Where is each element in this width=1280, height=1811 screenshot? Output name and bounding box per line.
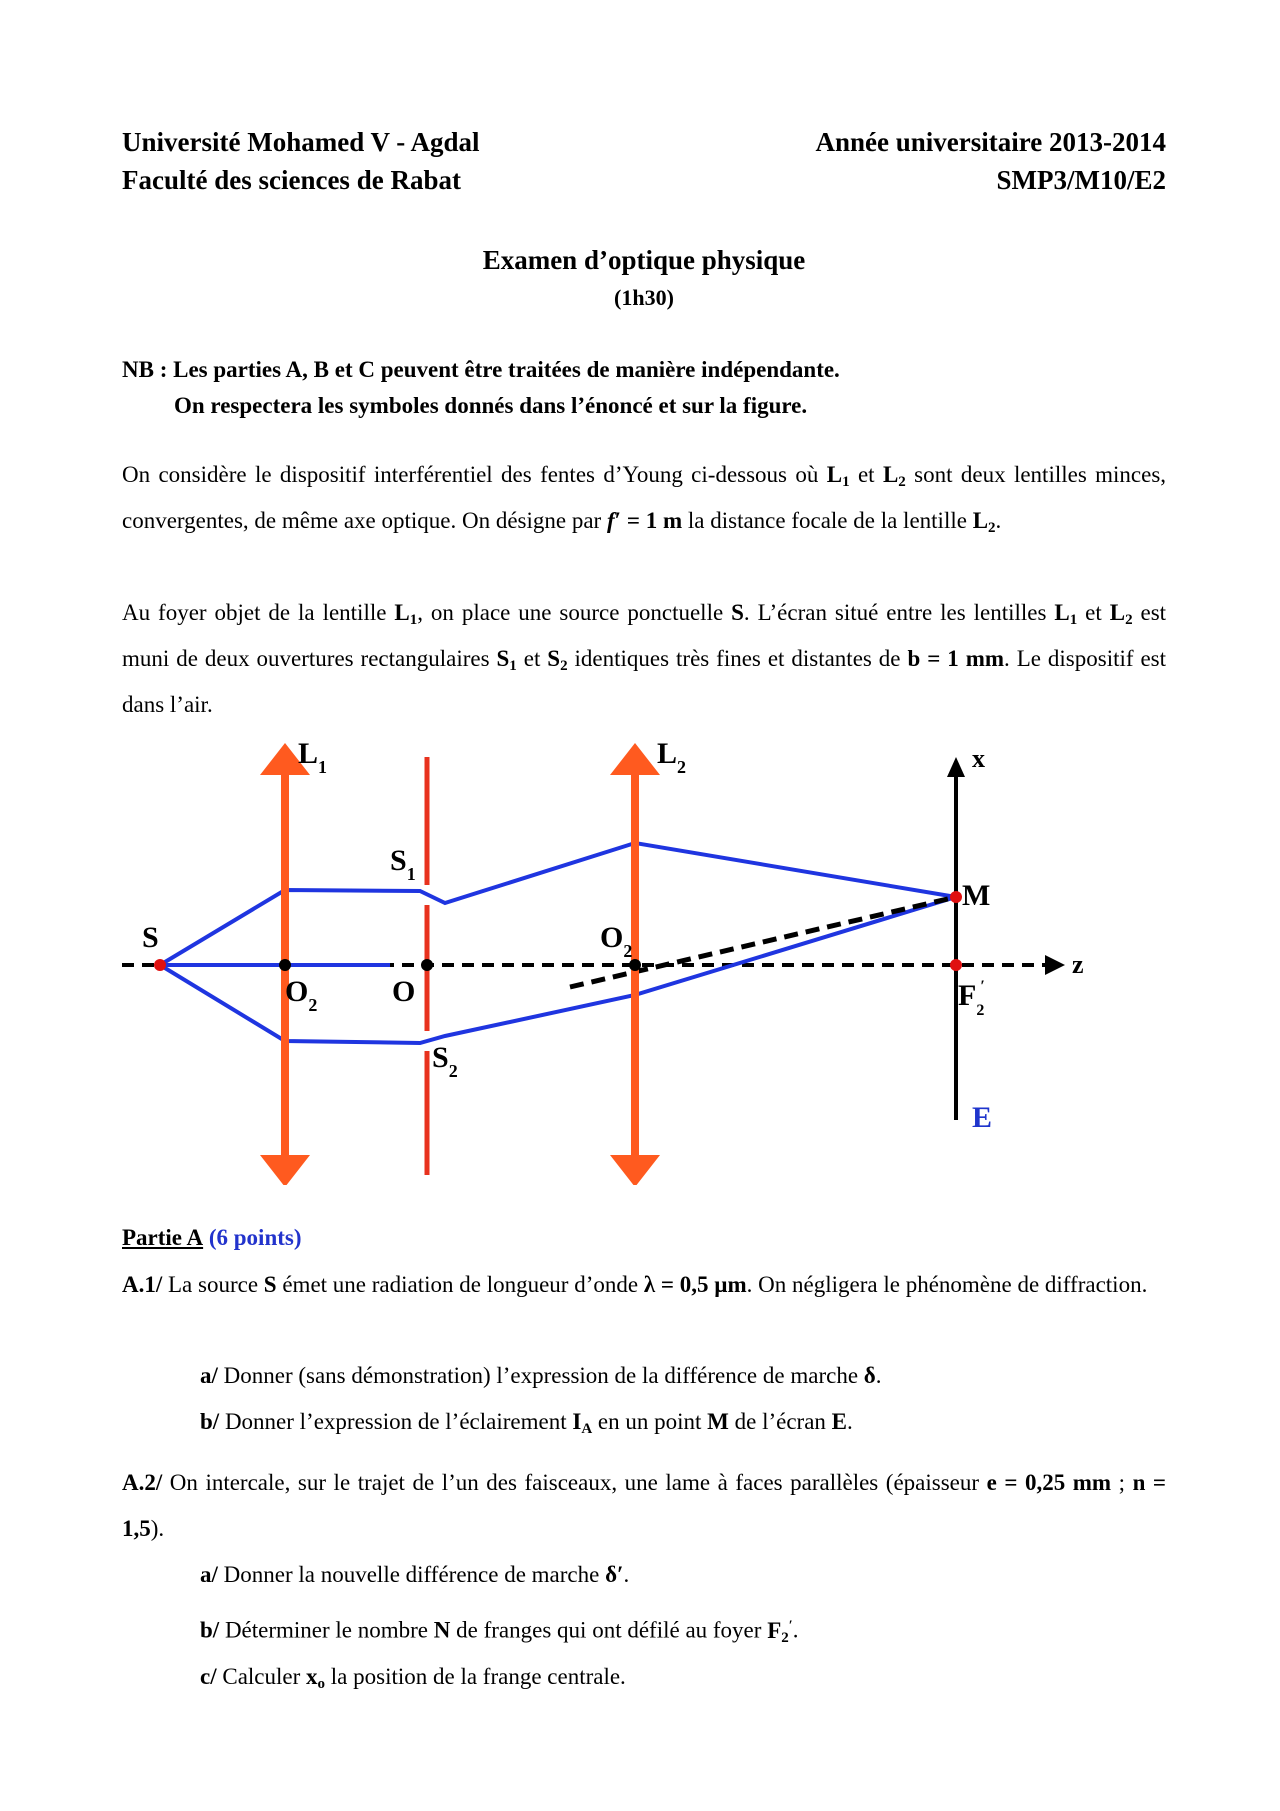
question-A1-label: A.1/ (122, 1272, 163, 1297)
lens-L1-ref: $L_1$ (1054, 600, 1078, 628)
point-M (950, 891, 962, 903)
lens-L2-ref: $L_2$ (1109, 600, 1133, 628)
index: n = 1,5 (122, 1470, 1167, 1541)
intro-paragraph-1: On considère le dispositif interférentiel des fentes d’Young ci-dessous où $L_1$ et $L_2$ sont deux lentilles minces, convergentes, de même axe optique. On désigne par f′ = 1 m la distance focale de la lentille $L_2$. (122, 462, 1167, 536)
exam-duration: (1h30) (614, 285, 674, 310)
course-code: SMP3/M10/E2 (996, 165, 1166, 195)
partA-title: Partie A (122, 1225, 204, 1250)
header-right (700, 123, 1166, 199)
nb-line-2: On respectera les symboles donnés dans l’énoncé et sur la figure. (174, 393, 808, 418)
label-M: M (962, 879, 991, 912)
x-axis-arrow-icon (947, 757, 965, 777)
partA-heading (122, 1215, 302, 1261)
source-S: S (731, 600, 744, 625)
label-L2: $L_2$ (657, 737, 687, 777)
header-left (122, 123, 480, 199)
intro-text: On considère le dispositif interférentiel des fentes d’Young ci-dessous où (122, 462, 819, 487)
point-F2 (950, 959, 962, 971)
lens-L2: $L_2$ (882, 462, 906, 490)
partA-points: (6 points) (208, 1225, 302, 1250)
intro-text: la distance focale de la lentille (687, 508, 967, 533)
label-S: S (142, 921, 159, 954)
point-O (421, 959, 433, 971)
lens-L1-ref: $L_1$ (394, 600, 418, 628)
young-slits-figure (110, 735, 1110, 1185)
slit-distance: b = 1 mm (907, 646, 1005, 671)
label-x: x (972, 744, 985, 773)
question-A2-c: c/ Calculer $x_o$ la position de la frange centrale. (200, 1664, 626, 1692)
wavelength: λ = 0,5 µm (643, 1272, 747, 1297)
label-F2: $F_2'$ (958, 978, 985, 1019)
label-O: O (392, 975, 416, 1008)
point-O2-left (279, 959, 291, 971)
lens-L1: $L_1$ (826, 462, 850, 490)
intro-text: Au foyer objet de la lentille (122, 600, 387, 625)
z-axis-arrow-icon (1045, 955, 1065, 975)
thickness: e = 0,25 mm (986, 1470, 1112, 1495)
question-A2-b: b/ Déterminer le nombre N de franges qui ont défilé au foyer $F_2'$. (200, 1617, 799, 1646)
slit-S1: $S_1$ (496, 646, 517, 674)
light-rays (160, 843, 956, 1043)
faculty-name: Faculté des sciences de Rabat (122, 165, 461, 195)
label-E: E (972, 1101, 993, 1134)
label-z: z (1072, 950, 1084, 979)
label-S1: $S_1$ (390, 844, 416, 884)
nb-block (122, 352, 840, 424)
focal-length: f′ = 1 m (606, 508, 683, 533)
question-A2-label: A.2/ (122, 1470, 163, 1495)
academic-year: Année universitaire 2013-2014 (815, 127, 1166, 157)
label-O2: $O_2$ (600, 921, 633, 961)
label-S2: $S_2$ (432, 1041, 458, 1081)
intro-text: et (857, 462, 875, 487)
slit-S2: $S_2$ (547, 646, 568, 674)
label-L1: $L_1$ (298, 737, 328, 777)
question-A2-a: a/ Donner la nouvelle différence de marche δ′. (200, 1562, 630, 1587)
point-S (154, 959, 166, 971)
label-O2-left: $O_2$ (285, 975, 318, 1015)
intro-text: sont deux lentilles minces, convergentes, de même axe optique. On désigne par (122, 462, 1167, 533)
exam-title: Examen d’optique physique (482, 245, 806, 275)
lens-L2-ref: $L_2$ (972, 508, 996, 536)
intro-paragraph-2: Au foyer objet de la lentille $L_1$, on place une source ponctuelle S. L’écran situé entre les lentilles $L_1$ et $L_2$ est muni de deux ouvertures rectangulaires $S_1$ et $S_2$ identiques très fines et distantes de b = 1 mm. Le dispositif est dans l’air. (122, 600, 1167, 717)
question-A1-a: a/ Donner (sans démonstration) l’expression de la différence de marche δ. (200, 1363, 882, 1388)
question-A1: A.1/ La source S émet une radiation de longueur d’onde λ = 0,5 µm. On négligera le phénomène de diffraction. (122, 1272, 1148, 1297)
question-A1-b: b/ Donner l’expression de l’éclairement $I_A$ en un point M de l’écran E. (200, 1409, 853, 1437)
question-A2: A.2/ On intercale, sur le trajet de l’un des faisceaux, une lame à faces parallèles (épaisseur e = 0,25 mm ; n = 1,5). (122, 1470, 1167, 1541)
nb-line-1: NB : Les parties A, B et C peuvent être traitées de manière indépendante. (122, 357, 840, 382)
university-name: Université Mohamed V - Agdal (122, 127, 480, 157)
